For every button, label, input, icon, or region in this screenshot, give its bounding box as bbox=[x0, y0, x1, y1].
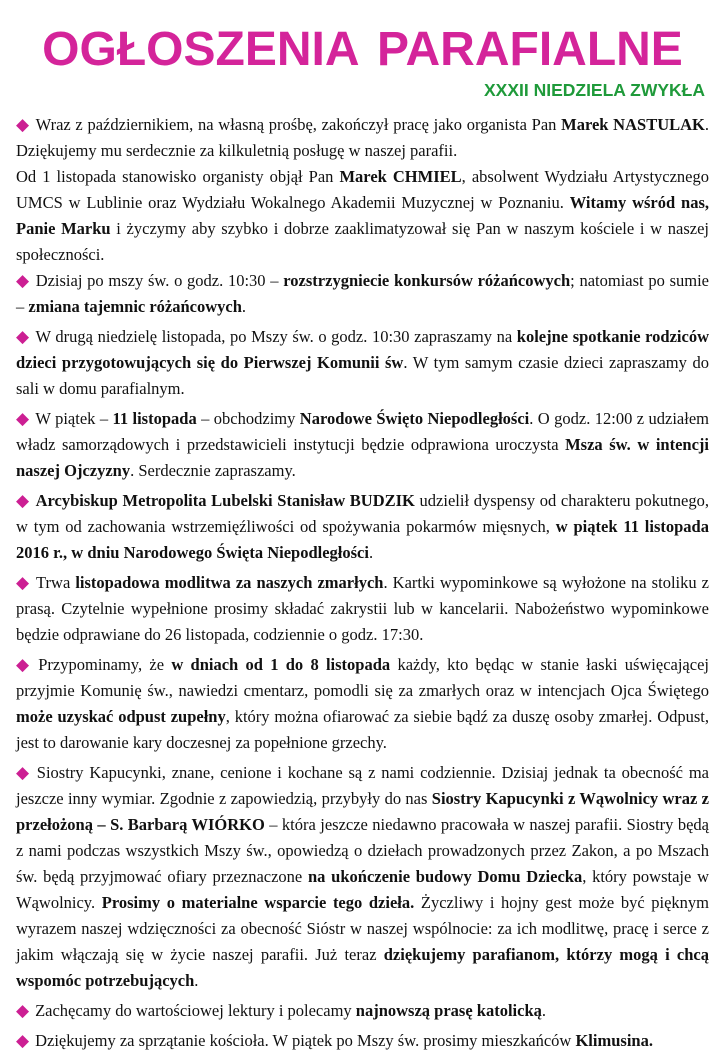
announcement-bold-text: najnowszą prasę katolicką bbox=[355, 1001, 542, 1020]
announcement-bold-text: Klimusina. bbox=[575, 1031, 653, 1050]
announcement-text: . Kartki wypominkowe są wyłożone na stoliku z prasą. Czytelnie wypełnione prosimy składać zakrystii lub w kancelarii. Nabożeństwo wypominkowe będzie odprawiane do 26 listopada, codziennie o godz. 17:30. bbox=[16, 573, 710, 644]
diamond-icon: ◆ bbox=[16, 327, 30, 346]
diamond-icon: ◆ bbox=[16, 271, 30, 290]
diamond-icon: ◆ bbox=[16, 655, 33, 674]
announcement-bold-text: Arcybiskup Metropolita Lubelski Stanisław BUDZIK bbox=[35, 491, 415, 510]
announcement-text: , absolwent Wydziału Artystycznego UMCS w Lublinie oraz Wydziału Wokalnego Akademii Muzycznej w Poznaniu. bbox=[16, 167, 710, 212]
announcement-bold-text: może uzyskać odpust zupełny bbox=[16, 707, 226, 726]
announcement-text: . Serdecznie zapraszamy. bbox=[130, 461, 296, 480]
announcement-bold-text: Narodowe Święto Niepodległości bbox=[299, 409, 530, 428]
announcement-text: Dzisiaj po mszy św. o godz. 10:30 – bbox=[35, 271, 284, 290]
diamond-icon: ◆ bbox=[16, 573, 31, 592]
announcement-text: . bbox=[194, 971, 199, 990]
announcements-list bbox=[16, 112, 709, 1058]
announcement-item bbox=[16, 570, 709, 648]
announcement-bold-text: kolejne spotkanie rodziców dzieci przygotowujących się do Pierwszej Komunii św bbox=[16, 327, 709, 372]
announcement-text: W drugą niedzielę listopada, po Mszy św. o godz. 10:30 zapraszamy na bbox=[35, 327, 517, 346]
announcement-text: . bbox=[241, 297, 247, 316]
announcement-text: . bbox=[541, 1001, 547, 1020]
announcement-text: – która jeszcze niedawno pracowała w naszej parafii. Siostry będą z nami podczas wszystkich Mszy św., opowiedzą o dziełach prowadzonych przez Zakon, a po Mszach św. będą przyjmować ofiary przeznaczone bbox=[16, 815, 709, 886]
announcement-text: Życzliwy i hojny gest może być pięknym wyrazem naszej wdzięczności za obecność Sióstr w naszej wspólnocie: za ich modlitwę, pracę i serce z jakim włączają się w życie naszej parafii. Już teraz bbox=[16, 893, 710, 964]
announcement-bold-text: rozstrzygniecie konkursów różańcowych bbox=[283, 271, 571, 290]
announcement-text: , który powstaje w Wąwolnicy. bbox=[16, 867, 709, 912]
announcement-text: Wraz z październikiem, na własną prośbę, zakończył pracę jako organista Pan bbox=[35, 115, 562, 134]
announcement-text: , który można ofiarować za siebie bądź za duszę osoby zmarłej. Odpust, jest to darowanie kary doczesnej za popełnione grzechy. bbox=[16, 707, 709, 752]
announcement-text: . Dziękujemy mu serdecznie za kilkuletnią posługę w naszej parafii. bbox=[16, 115, 709, 160]
diamond-icon: ◆ bbox=[16, 491, 30, 510]
announcement-item bbox=[16, 488, 709, 566]
announcement-text: ; natomiast po sumie – bbox=[16, 271, 710, 316]
announcement-text: każdy, kto będąc w stanie łaski uświęcającej przyjmie Komunię św., nawiedzi cmentarz, pomodli się za zmarłych oraz w intencjach Ojca Świętego bbox=[16, 655, 709, 700]
page-subtitle: XXXII NIEDZIELA ZWYKŁA bbox=[483, 80, 705, 100]
announcement-bold-text: Marek CHMIEL bbox=[339, 167, 462, 186]
announcement-bold-text: Msza św. w intencji naszej Ojczyzny bbox=[16, 435, 709, 480]
announcement-bold-text: zmiana tajemnic różańcowych bbox=[28, 297, 242, 316]
announcement-text: Zachęcamy do wartościowej lektury i polecamy bbox=[35, 1001, 356, 1020]
announcement-text: Od 1 listopada stanowisko organisty objął Pan bbox=[16, 167, 340, 186]
announcement-item bbox=[16, 1028, 709, 1054]
announcement-bold-text: Witamy wśród nas, Panie Marku bbox=[16, 193, 709, 238]
announcement-bold-text: listopadowa modlitwa za naszych zmarłych bbox=[75, 573, 384, 592]
announcement-item bbox=[16, 760, 709, 994]
announcement-bold-text: w piątek 11 listopada 2016 r., w dniu Narodowego Święta Niepodległości bbox=[16, 517, 709, 562]
announcement-bold-text: Siostry Kapucynki z Wąwolnicy wraz z przełożoną – S. Barbarą WIÓRKO bbox=[16, 789, 710, 834]
announcement-text: Siostry Kapucynki, znane, cenione i kochane są z nami codziennie. Dzisiaj jednak ta obecność ma jeszcze inny wymiar. Zgodnie z zapowiedzią, przybyły do nas bbox=[16, 763, 709, 808]
announcement-item bbox=[16, 164, 709, 268]
diamond-icon: ◆ bbox=[16, 1001, 30, 1020]
diamond-icon: ◆ bbox=[16, 763, 31, 782]
announcement-text: Dziękujemy za sprzątanie kościoła. W piątek po Mszy św. prosimy mieszkańców bbox=[35, 1031, 576, 1050]
announcement-item bbox=[16, 268, 709, 320]
announcement-text: udzielił dyspensy od charakteru pokutnego, w tym od zachowania wstrzemięźliwości od spożywania pokarmów mięsnych, bbox=[16, 491, 709, 536]
announcement-text: i życzymy aby szybko i dobrze zaaklimatyzował się Pan w naszym kościele i w naszej społeczności. bbox=[16, 219, 709, 264]
announcement-text: W piątek – bbox=[35, 409, 113, 428]
diamond-icon: ◆ bbox=[16, 1031, 30, 1050]
announcement-text: Trwa bbox=[36, 573, 76, 592]
announcement-text: . O godz. 12:00 z udziałem władz samorządowych i przedstawicieli instytucji będzie odprawiona uroczysta bbox=[16, 409, 709, 454]
announcement-item bbox=[16, 652, 709, 756]
announcement-item bbox=[16, 998, 709, 1024]
announcement-text: . bbox=[368, 543, 374, 562]
page-title: OGŁOSZENIA PARAFIALNE bbox=[42, 23, 683, 76]
announcement-text: Przypominamy, że bbox=[38, 655, 172, 674]
announcement-bold-text: na ukończenie budowy Domu Dziecka bbox=[308, 867, 583, 886]
announcement-text: – obchodzimy bbox=[196, 409, 300, 428]
announcement-bold-text: 11 listopada bbox=[112, 409, 197, 428]
diamond-icon: ◆ bbox=[16, 409, 30, 428]
announcement-bold-text: w dniach od 1 do 8 listopada bbox=[171, 655, 391, 674]
announcement-item bbox=[16, 324, 709, 402]
announcement-item bbox=[16, 406, 709, 484]
announcement-bold-text: Prosimy o materialne wsparcie tego dzieła. bbox=[101, 893, 415, 912]
announcement-item bbox=[16, 112, 709, 164]
announcement-bold-text: Marek NASTULAK bbox=[561, 115, 705, 134]
announcement-bold-text: dziękujemy parafianom, którzy mogą i chcą wspomóc potrzebujących bbox=[16, 945, 710, 990]
announcement-text: . W tym samym czasie dzieci zapraszamy do sali w domu parafialnym. bbox=[16, 353, 709, 398]
diamond-icon: ◆ bbox=[16, 115, 30, 134]
